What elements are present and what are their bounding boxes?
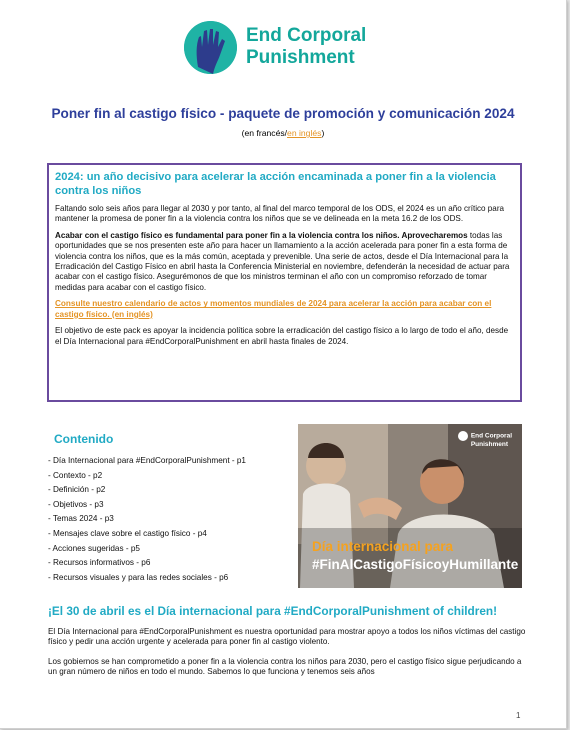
box-paragraph-1: Faltando solo seis años para llegar al 2030 y por tanto, al final del marco temporal de los ODS, el 2024 es un año crítico para mantener la promesa de poner fin a la violencia contra los niños que se ve delineada en la meta 16.2 de los ODS. [55, 204, 505, 224]
english-version-link[interactable]: en inglés [287, 128, 322, 138]
contents-item: - Recursos visuales y para las redes sociales - p6 [48, 572, 229, 582]
logo-line2: Punishment [246, 47, 355, 68]
contents-item: - Temas 2024 - p3 [48, 514, 114, 524]
box-heading: 2024: un año decisivo para acelerar la acción encaminada a poner fin a la violencia contra los niños [55, 171, 496, 197]
logo [184, 21, 394, 79]
section-international-day [48, 604, 528, 678]
contents-item: - Objetivos - p3 [48, 499, 104, 509]
document-title: Poner fin al castigo físico - paquete de promoción y comunicación 2024 [51, 106, 515, 121]
highlight-box [47, 163, 522, 402]
contents-item: - Mensajes clave sobre el castigo físico - p4 [48, 528, 207, 538]
box-paragraph-3: El objetivo de este pack es apoyar la incidencia política sobre la erradicación del castigo físico a lo largo de todo el año, desde el Día Internacional para #EndCorporalPunishment en abril hasta finales de 2024. [55, 326, 509, 346]
photo-logo: End Corporal Punishment [458, 431, 512, 448]
contents-item: - Día Internacional para #EndCorporalPunishment - p1 [48, 456, 246, 465]
campaign-photo [298, 424, 522, 588]
contents-item: - Recursos informativos - p6 [48, 558, 151, 568]
contents-heading: Contenido [54, 432, 114, 446]
logo-line1: End Corporal [246, 25, 367, 46]
contents-list [48, 454, 288, 585]
contents-item: - Definición - p2 [48, 485, 106, 495]
calendar-link[interactable]: Consulte nuestro calendario de actos y momentos mundiales de 2024 para acelerar la acción para acabar con el castigo físico. (en inglés) [55, 299, 492, 319]
table-of-contents [48, 432, 288, 585]
contents-item: - Contexto - p2 [48, 470, 103, 480]
hand-logo-icon [458, 431, 468, 441]
page-number: 1 [516, 711, 521, 720]
section-heading: ¡El 30 de abril es el Día internacional para #EndCorporalPunishment of children! [48, 604, 498, 618]
hand-logo-icon [184, 21, 237, 74]
photo-caption-line1: Día internacional para [312, 539, 454, 554]
language-note: (en francés/en inglés) [241, 128, 325, 138]
section-paragraph-2: Los gobiernos se han comprometido a poner fin a la violencia contra los niños para 2030, pero el castigo físico sigue perjudicando a un gran número de niños en todo el mundo. Sabemos lo que funciona y tenemos seis años [48, 656, 522, 677]
photo-caption-line2: #FinAlCastigoFísicoyHumillante [312, 557, 519, 572]
section-paragraph-1: El Día Internacional para #EndCorporalPunishment es nuestra oportunidad para mostrar apoyo a todos los niños víctimas del castigo físico y pedir una acción urgente y acelerada para poner fin al castigo violento. [48, 627, 526, 647]
contents-item: - Acciones sugeridas - p5 [48, 543, 140, 553]
box-paragraph-2: Acabar con el castigo físico es fundamental para poner fin a la violencia contra los niños. Aprovecharemos todas las oportunidades que se nos presenten este año para hacer un llamamiento a la acción acelerada para poner fin a esta forma de violencia contra los niños, que es la más común, aceptada y prevenible. Una serie de actos, desde el Día Internacional para la Erradicación del Castigo Físico en abril hasta la Conferencia Ministerial en noviembre, defenderán la necesidad de actuar para acabar con el castigo físico. Asegurémonos de que los ministros terminan el año con un compromiso reforzado de tomar medidas para acabar con el castigo físico. [55, 230, 510, 292]
